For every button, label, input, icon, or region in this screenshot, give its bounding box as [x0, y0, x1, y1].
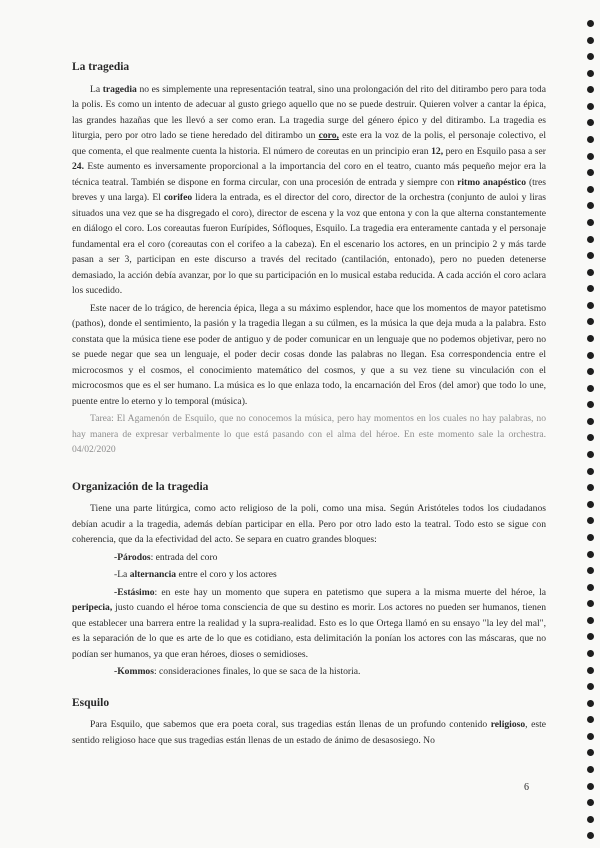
organizacion-intro: Tiene una parte litúrgica, como acto religioso de la poli, como una misa. Según Aristóteles todos los ciudadanos debían acudir a la tragedia, además debían participar en ella. Pero por otro lado esto la teatral. Todo esto se sigue con coherencia, que da la efectividad del acto. Se separa en cuatro grandes bloques:	[72, 503, 546, 545]
heading-la-tragedia: La tragedia	[72, 61, 130, 73]
page-content	[72, 60, 546, 750]
heading-organizacion: Organización de la tragedia	[72, 480, 209, 493]
list-item-alternancia: -La alternancia entre el coro y los actores	[114, 569, 277, 580]
heading-esquilo: Esquilo	[72, 696, 110, 709]
page-number: 6	[524, 782, 529, 793]
list-item-estasimo: -Estásimo: en este hay un momento que supera en patetismo que supera a la misma muerte del héroe, la peripecia, justo cuando el héroe toma consciencia de que su destino es morir. Los actores no pueden ser humanos, tienen que establecer una barrera entre la realidad y la supra-realidad. Esto es lo que Ortega llamó en su ensayo "la ley del mal", es la separación de lo que es arte de lo que es cotidiano, esta delimitación la ponían los actores con las máscaras, que no podían ser humanos, ya que eran héroes, dioses o semidioses.	[72, 586, 546, 660]
list-item-kommos: -Kommos: consideraciones finales, lo que se saca de la historia.	[114, 666, 361, 677]
spiral-binding	[587, 20, 597, 840]
list-item-parodos: -Párodos: entrada del coro	[114, 551, 218, 563]
tragedia-paragraph-2: Este nacer de lo trágico, de herencia épica, llega a su máximo esplendor, hace que los momentos de mayor patetismo (pathos), donde el sentimiento, la pasión y la tragedia llegan a su cúlmen, es la música la que deja muda a la palabra. Esto constata que la música tiene ese poder de antiguo y de poder comunicar en un lenguaje que no podemos objetivar, pero no se puede negar que sea un lenguaje, el poder decir cosas donde las palabras no llegan. Esa correspondencia entre el microcosmos y el cosmos, el conocimiento matemático del cosmos, y que a su vez tiene su vinculación con el microcosmos que es el ser humano. La música es lo que enlaza todo, la encarnación del Eros (del amor) que todo lo une, puente entre lo eterno y lo temporal (música).	[72, 302, 546, 407]
section-organizacion	[72, 480, 546, 680]
esquilo-paragraph: Para Esquilo, que sabemos que era poeta coral, sus tragedias están llenas de un profundo contenido religioso, este sentido religioso hace que sus tragedias están llenas de un estado de ánimo de desasosiego. No	[72, 719, 546, 746]
section-esquilo	[72, 696, 546, 749]
task-note: Tarea: El Agamenón de Esquilo, que no conocemos la música, pero hay momentos en los cuales no hay palabras, no hay manera de expresar verbalmente lo que está pasando con el alma del héroe. En este momento sale la orchestra. 04/02/2020	[72, 413, 546, 455]
tragedia-paragraph-1: La tragedia no es simplemente una representación teatral, sino una prolongación del rito del ditirambo pero para toda la polis. Es como un intento de adecuar al gusto griego aquello que no se puede destruir. Quieren volver a cantar la épica, las grandes hazañas que les llevó a ser como eran. La tragedia surge del género épico y del ditirambo. La tragedia es liturgia, pero por otro lado se tiene heredado del ditirambo un coro, este era la voz de la polis, el personaje colectivo, el que comenta, el que realmente cuenta la historia. El número de coreutas en un principio eran 12, pero en Esquilo pasa a ser 24. Este aumento es inversamente proporcional a la importancia del coro en el teatro, cuanto más pequeño mejor era la técnica teatral. También se dispone en forma circular, con una procesión de entrada y siempre con ritmo anapéstico (tres breves y una larga). El corifeo lidera la entrada, es el director del coro, director de la orchestra (conjunto de auloi y liras situados una vez que se ha disgregado el coro), director de escena y la voz que entona y con la que alterna constantemente en diálogo el coro. Los coreautas fueron Eurípides, Sófloques, Esquilo. La tragedia era enteramente cantada y el personaje fundamental era el coro (coreautas con el corifeo a la cabeza). En el escenario los actores, en un principio 2 y más tarde pasan a ser 3, participan en este discurso a través del recitado (cantilación, entonado), pero no pueden detenerse demasiado, la acción debía avanzar, por lo que su participación en lo musical estaba reducida. A cada acción el coro aclara los sucedido.	[72, 83, 546, 296]
